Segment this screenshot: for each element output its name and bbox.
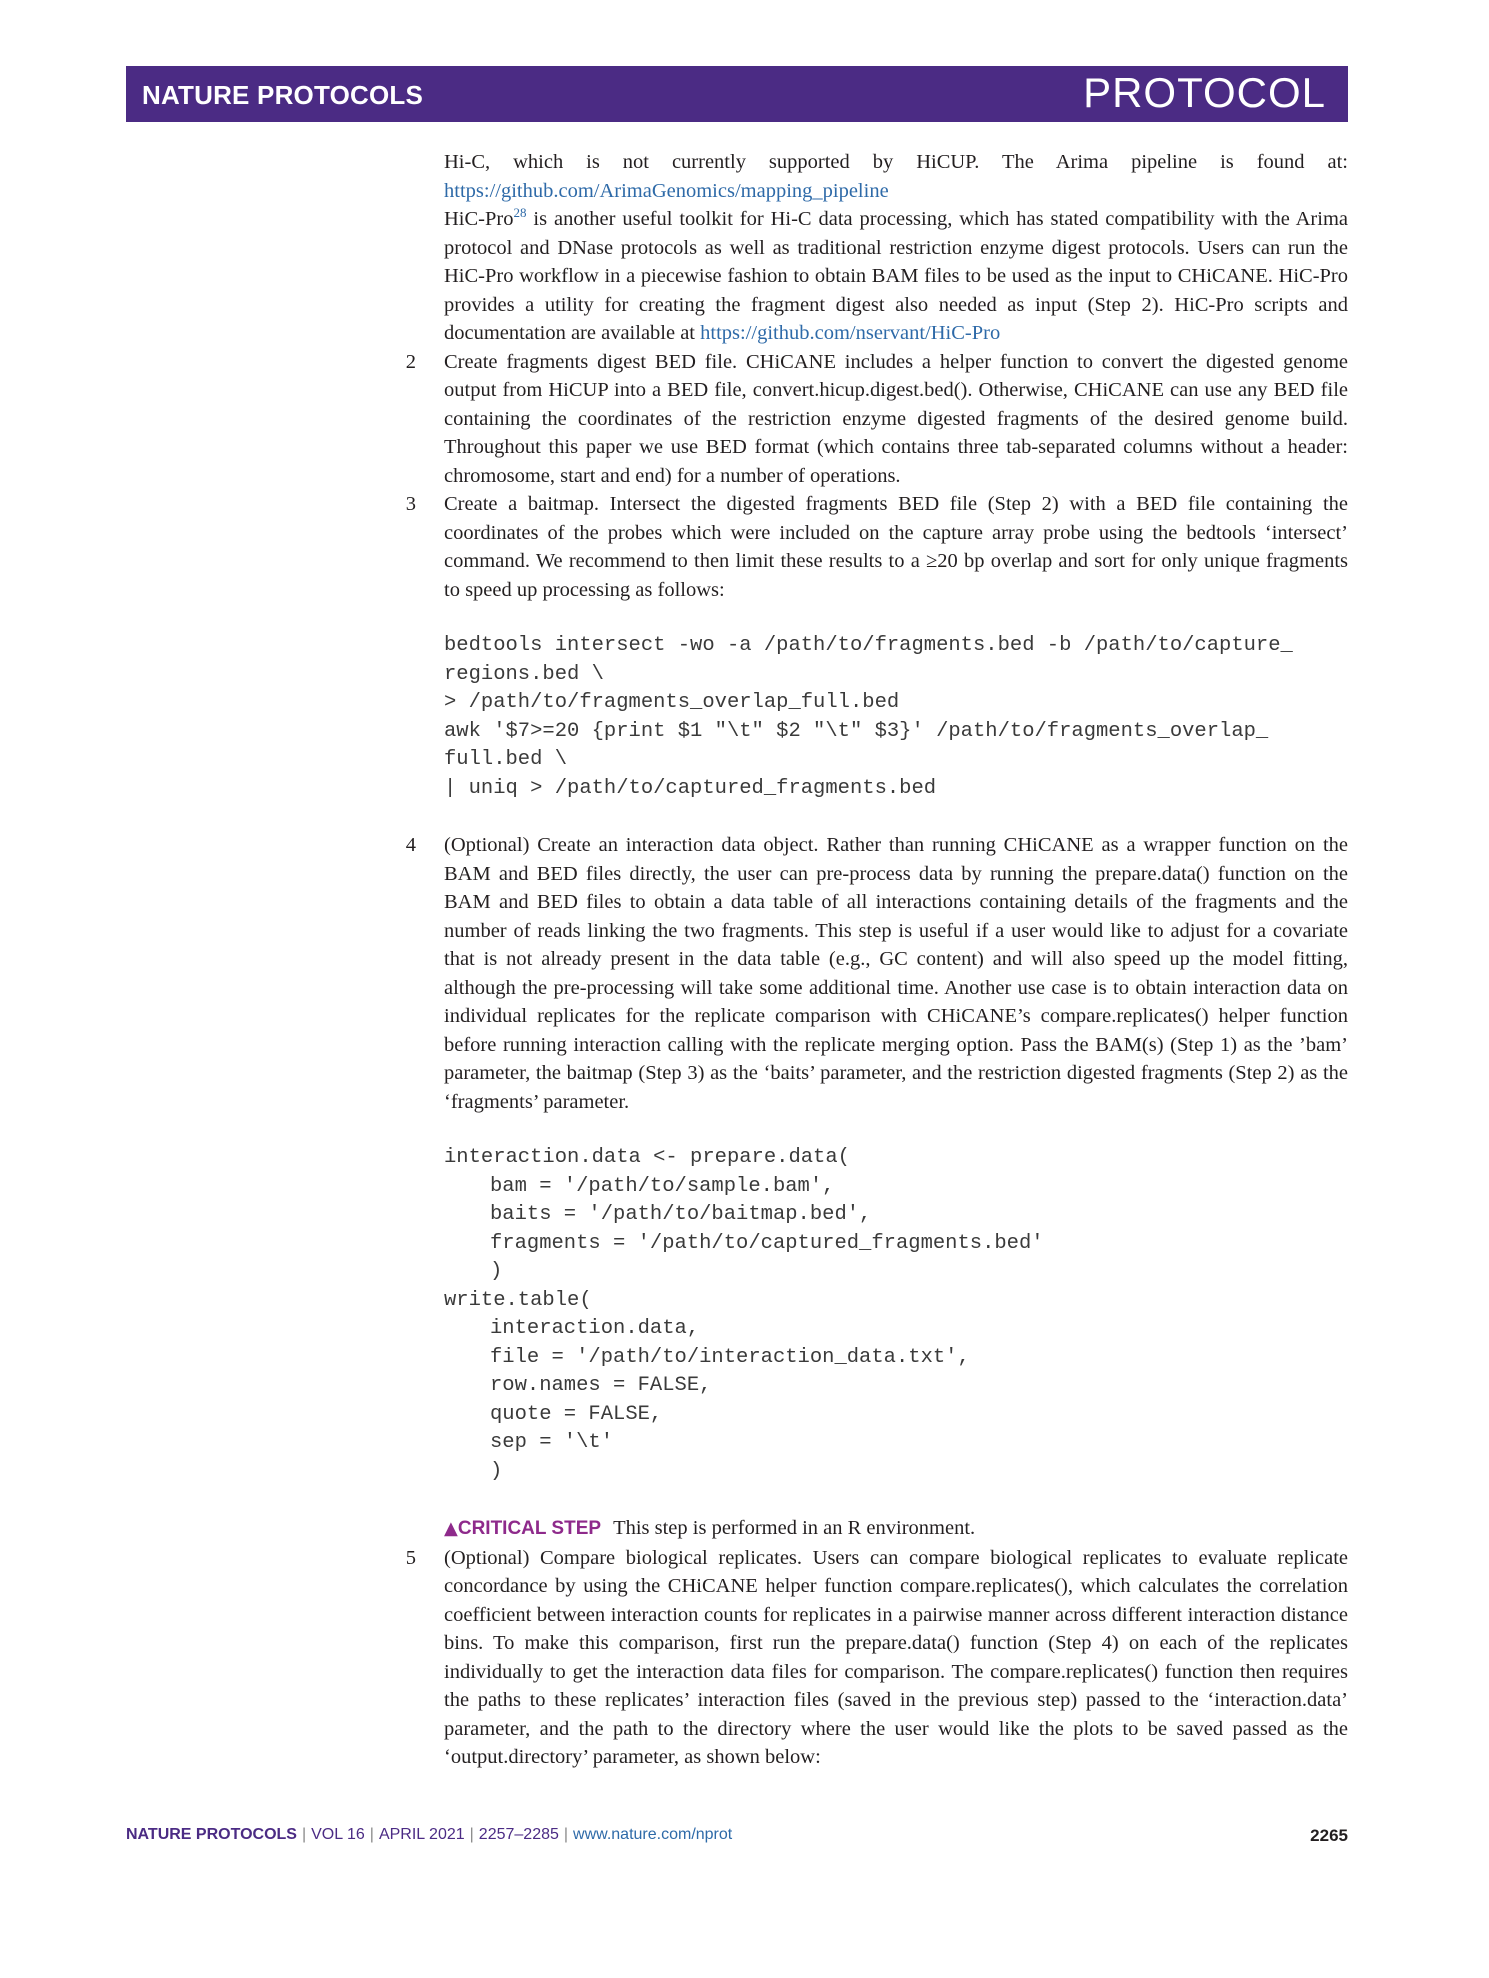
- code-line: interaction.data,: [490, 1317, 700, 1340]
- step-number: 2: [405, 350, 416, 373]
- footer-separator: |: [369, 1826, 374, 1843]
- code-line: > /path/to/fragments_overlap_full.bed: [444, 691, 900, 714]
- bedtools-code-block: [444, 632, 1348, 803]
- code-line: write.table(: [444, 1288, 592, 1312]
- code-line: regions.bed \: [444, 662, 604, 686]
- footer-journal: NATURE PROTOCOLS: [126, 1826, 297, 1843]
- intro-paragraph-1: [444, 148, 1348, 205]
- step-3: [405, 490, 1348, 604]
- step-number: 5: [405, 1546, 416, 1569]
- critical-step-text: This step is performed in an R environment.: [613, 1517, 976, 1539]
- hicpro-name: HiC-Pro: [444, 208, 514, 230]
- page-header: [126, 66, 1348, 122]
- intro-text: Hi-C, which is not currently supported by HiCUP. The Arima pipeline is found at:: [444, 151, 1348, 173]
- critical-step-note: [444, 1514, 1348, 1544]
- main-content: [405, 148, 1348, 1772]
- hicpro-text: is another useful toolkit for Hi-C data processing, which has stated compatibility with the Arima protocol and DNase protocols as well as traditional restriction enzyme digest protocols. Users can run the HiC-Pro workflow in a piecewise fashion to obtain BAM files to be used as the input to CHiCANE. HiC-Pro provides a utility for creating the fragment digest also needed as input (Step 2). HiC-Pro scripts and documentation are available at: [444, 208, 1348, 344]
- code-line: awk '$7>=20 {print $1 "\t" $2 "\t" $3}' /path/to/fragments_overlap_: [444, 719, 1269, 743]
- step-2: [405, 348, 1348, 491]
- reference-citation[interactable]: 28: [513, 205, 527, 220]
- page-footer: [126, 1826, 1348, 1850]
- article-type: PROTOCOL: [1083, 69, 1326, 116]
- critical-triangle-icon: ▲: [444, 1518, 458, 1539]
- critical-step-label: CRITICAL STEP: [457, 1518, 602, 1539]
- page-number: 2265: [1310, 1826, 1348, 1845]
- code-line: full.bed \: [444, 748, 568, 771]
- code-line: baits = '/path/to/baitmap.bed',: [490, 1203, 872, 1226]
- code-line: ): [490, 1459, 503, 1483]
- journal-name: NATURE PROTOCOLS: [142, 80, 424, 110]
- step-text: (Optional) Compare biological replicates. Users can compare biological replicates to evaluate replicate concordance by using the CHiCANE helper function compare.replicates(), which calculates the correlation coefficient between interaction counts for replicates in a pairwise manner across different interaction distance bins. To make this comparison, first run the prepare.data() function (Step 4) on each of the replicates individually to get the interaction data files for comparison. The compare.replicates() function then requires the paths to these replicates’ interaction files (saved in the previous step) passed to the ‘interaction.data’ parameter, and the path to the directory where the user would like the plots to be saved passed as the ‘output.directory’ parameter, as shown below:: [444, 1546, 1348, 1768]
- step-number: 3: [405, 493, 416, 515]
- hicpro-link[interactable]: https://github.com/nservant/HiC-Pro: [700, 322, 1001, 344]
- code-line: interaction.data <- prepare.data(: [444, 1146, 850, 1169]
- intro-paragraph-2: [444, 205, 1348, 348]
- code-line: bam = '/path/to/sample.bam',: [490, 1174, 835, 1198]
- step-text: Create fragments digest BED file. CHiCANE includes a helper function to convert the digested genome output from HiCUP into a BED file, convert.hicup.digest.bed(). Otherwise, CHiCANE can use any BED file containing the coordinates of the restriction enzyme digested fragments of the desired genome build. Throughout this paper we use BED format (which contains three tab-separated columns without a header: chromosome, start and end) for a number of operations.: [444, 350, 1348, 487]
- footer-citation: [126, 1826, 732, 1844]
- code-line: sep = '\t': [490, 1431, 614, 1454]
- step-text: Create a baitmap. Intersect the digested fragments BED file (Step 2) with a BED file containing the coordinates of the probes which were included on the capture array probe using the bedtools ‘intersect’ command. We recommend to then limit these results to a ≥20 bp overlap and sort for only unique fragments to speed up processing as follows:: [444, 493, 1348, 601]
- code-line: row.names = FALSE,: [490, 1374, 712, 1397]
- footer-date: APRIL 2021: [378, 1826, 465, 1843]
- code-line: | uniq > /path/to/captured_fragments.bed: [444, 776, 937, 800]
- step-text: (Optional) Create an interaction data object. Rather than running CHiCANE as a wrapper function on the BAM and BED files directly, the user can pre-process data by running the prepare.data() function on the BAM and BED files to obtain a data table of all interactions containing details of the fragments and the number of reads linking the two fragments. This step is useful if a user would like to adjust for a covariate that is not already present in the data table (e.g., GC content) and will also speed up the model fitting, although the pre-processing will take some additional time. Another use case is to obtain interaction data on individual replicates for the replicate comparison with CHiCANE’s compare.replicates() helper function before running interaction calling with the replicate merging option. Pass the BAM(s) (Step 1) as the ’bam’ parameter, the baitmap (Step 3) as the ‘baits’ parameter, and the restriction digested fragments (Step 2) as the ‘fragments’ parameter.: [444, 834, 1348, 1113]
- code-line: bedtools intersect -wo -a /path/to/fragments.bed -b /path/to/capture_: [444, 634, 1293, 657]
- step-4: [405, 831, 1348, 1116]
- code-line: file = '/path/to/interaction_data.txt',: [490, 1345, 970, 1369]
- footer-separator: |: [563, 1826, 569, 1843]
- step-5: [405, 1544, 1348, 1772]
- step-number: 4: [405, 834, 416, 856]
- code-line: quote = FALSE,: [490, 1402, 663, 1426]
- footer-pages: 2257–2285: [478, 1826, 559, 1843]
- arima-pipeline-link[interactable]: https://github.com/ArimaGenomics/mapping_pipeline: [444, 179, 889, 202]
- footer-journal-link[interactable]: www.nature.com/nprot: [573, 1826, 733, 1843]
- footer-volume: VOL 16: [311, 1826, 365, 1843]
- code-line: ): [490, 1260, 503, 1283]
- footer-separator: |: [469, 1826, 474, 1843]
- prepare-data-code-block: [444, 1144, 1348, 1486]
- code-line: fragments = '/path/to/captured_fragments.bed': [490, 1231, 1044, 1255]
- footer-separator: |: [301, 1826, 307, 1843]
